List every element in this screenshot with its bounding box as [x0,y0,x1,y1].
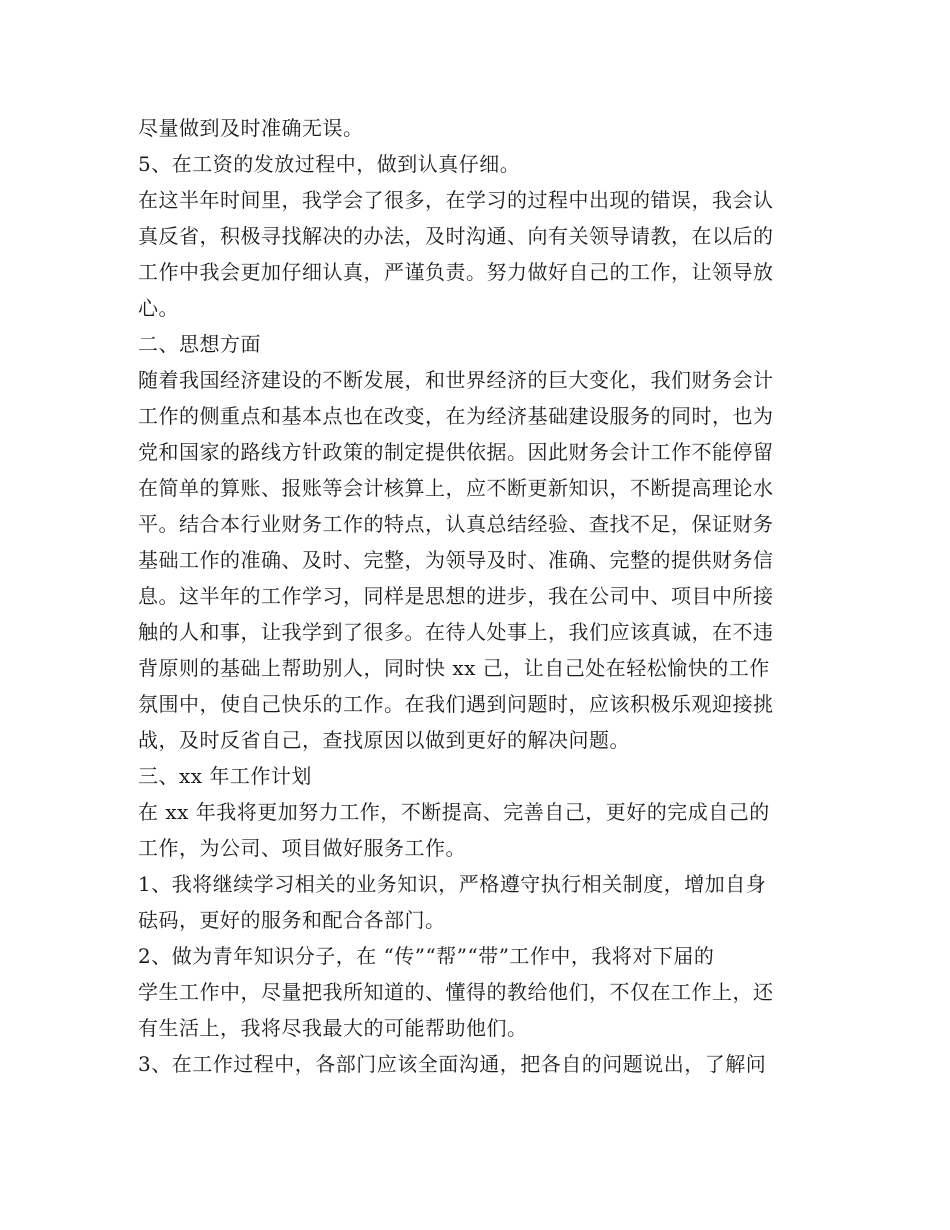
text-line: 在 xx 年我将更加努力工作，不断提高、完善自己，更好的完成自己的 [138,800,770,824]
text-line: 真反省，积极寻找解决的办法，及时沟通、向有关领导请教，在以后的 [138,224,774,248]
text-line: 基础工作的准确、及时、完整，为领导及时、准确、完整的提供财务信 [138,548,774,572]
text-line: 工作中我会更加仔细认真，严谨负责。努力做好自己的工作，让领导放 [138,260,774,284]
text-line: 息。这半年的工作学习，同样是思想的进步，我在公司中、项目中所接 [138,584,774,608]
text-line: 尽量做到及时准确无误。 [138,116,364,140]
list-item: 2、做为青年知识分子，在 “传”“帮”“带”工作中，我将对下届的 [138,944,715,968]
section-heading: 三、xx 年工作计划 [138,764,312,788]
document-body [138,110,818,1082]
text-line: 背原则的基础上帮助别人，同时快 xx 己，让自己处在轻松愉快的工作 [138,656,770,680]
text-line: 随着我国经济建设的不断发展，和世界经济的巨大变化，我们财务会计 [138,368,774,392]
text-line: 党和国家的路线方针政策的制定提供依据。因此财务会计工作不能停留 [138,440,774,464]
text-line: 在简单的算账、报账等会计核算上，应不断更新知识，不断提高理论水 [138,476,774,500]
section-heading: 二、思想方面 [138,332,261,356]
text-line: 工作的侧重点和基本点也在改变，在为经济基础建设服务的同时，也为 [138,404,774,428]
text-line: 砝码，更好的服务和配合各部门。 [138,908,446,932]
text-line: 平。结合本行业财务工作的特点，认真总结经验、查找不足，保证财务 [138,512,774,536]
list-item: 1、我将继续学习相关的业务知识，严格遵守执行相关制度，增加自身 [138,872,767,896]
text-line: 氛围中，使自己快乐的工作。在我们遇到问题时，应该积极乐观迎接挑 [138,692,774,716]
list-item: 5、在工资的发放过程中，做到认真仔细。 [138,152,521,176]
text-line: 有生活上，我将尽我最大的可能帮助他们。 [138,1016,528,1040]
text-line: 工作，为公司、项目做好服务工作。 [138,836,466,860]
text-line: 触的人和事，让我学到了很多。在待人处事上，我们应该真诚，在不违 [138,620,774,644]
text-line: 心。 [138,296,179,320]
list-item: 3、在工作过程中，各部门应该全面沟通，把各自的问题说出，了解问 [138,1052,767,1076]
text-line: 战，及时反省自己，查找原因以做到更好的解决问题。 [138,728,630,752]
text-line: 在这半年时间里，我学会了很多，在学习的过程中出现的错误，我会认 [138,188,774,212]
text-line: 学生工作中，尽量把我所知道的、懂得的教给他们，不仅在工作上，还 [138,980,774,1004]
